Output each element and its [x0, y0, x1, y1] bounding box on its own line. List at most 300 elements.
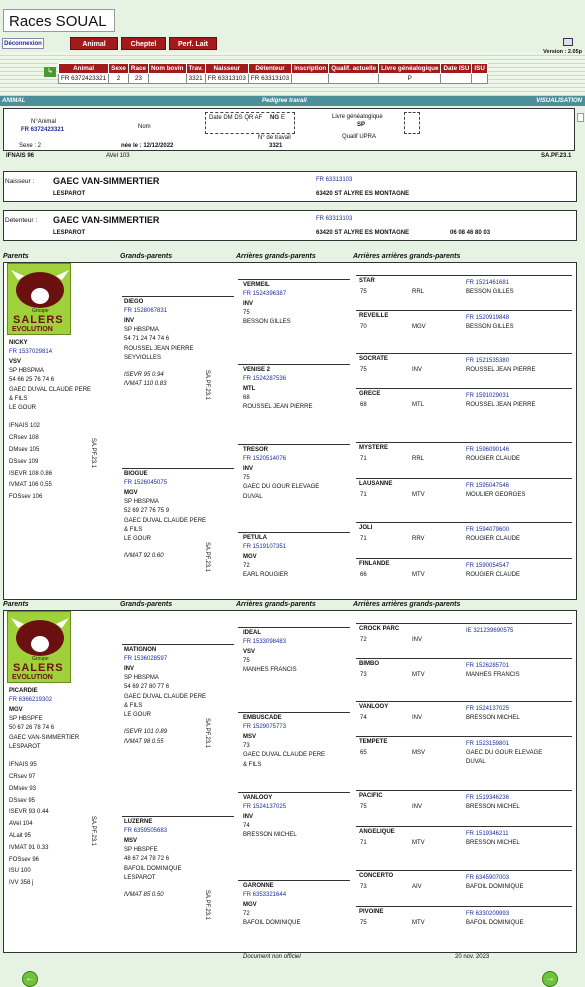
grandparent-card — [122, 468, 234, 469]
gggp-number: FR 6345907003 — [466, 875, 510, 881]
summary-cell: P — [379, 74, 441, 84]
grandparent-l2: 54 69 27 80 77 6 — [124, 684, 170, 691]
ggp-own2: DUVAL — [243, 493, 263, 500]
ggp-race: MGV — [243, 901, 257, 908]
gggp-code: MGV — [412, 324, 426, 330]
gggp-owner: BESSON GILLES — [466, 324, 514, 330]
gggp-name: STAR — [359, 278, 375, 284]
detenteur-addr: 63420 ST ALYRE ES MONTAGNE — [316, 230, 410, 236]
parent-name: PICARDIE — [9, 688, 38, 694]
detenteur-sub: LESPAROT — [53, 230, 86, 236]
gggp-number: FR 1519346236 — [466, 795, 510, 801]
gggp-value: 74 — [360, 715, 367, 721]
gggp-code: MTV — [412, 840, 425, 846]
gggp-number: FR 1521535380 — [466, 358, 510, 364]
tab-animal[interactable]: Animal — [70, 37, 118, 50]
spf-label: SA.PF.23.1 — [541, 153, 572, 159]
gggp-number: FR 1520919848 — [466, 315, 510, 321]
gggp-card — [356, 826, 572, 827]
gggp-card — [356, 790, 572, 791]
index-value: CRsev 108 — [9, 435, 39, 442]
gggp-value: 71 — [360, 456, 367, 462]
gggp-card — [356, 658, 572, 659]
column-header: Livre généalogique — [379, 64, 441, 74]
ggp-own: GAEC DU GOUR ELEVAGE — [243, 484, 320, 491]
cow-head-icon — [8, 264, 72, 310]
gggp-value: 75 — [360, 804, 367, 810]
e-label: E — [281, 115, 286, 121]
gggp-name: ANGELIQUE — [359, 829, 395, 835]
numero-label: N°Animal — [31, 119, 57, 125]
bar-animal: ANIMAL — [2, 98, 26, 104]
gggp-name: PIVOINE — [359, 909, 384, 915]
scroll-icon[interactable] — [577, 113, 584, 122]
gggp-value: 75 — [360, 289, 367, 295]
parent-l2: 50 67 26 78 74 6 — [9, 725, 55, 732]
column-header: ISU — [472, 64, 488, 74]
ggp-num: FR 1524287536 — [243, 376, 287, 383]
gggp-owner: GAEC DU GOUR ELEVAGE — [466, 750, 543, 756]
gggp-card — [356, 522, 572, 523]
index-value: DSsev 95 — [9, 797, 36, 804]
ggp-card — [238, 279, 350, 280]
index-value: CRsev 97 — [9, 773, 36, 780]
ggp-card — [238, 712, 350, 713]
col-parents: Parents — [3, 253, 29, 260]
gggp-owner: ROUSSEL JEAN PIERRE — [466, 402, 536, 408]
gggp-number: FR 1524137025 — [466, 706, 510, 712]
page-title: Races SOUAL — [3, 9, 115, 32]
ggp-name: GARONNE — [243, 883, 274, 889]
gggp-number: FR 1526285701 — [466, 663, 510, 669]
animal-number: FR 6372423321 — [21, 127, 65, 133]
gggp-code: MTL — [412, 402, 424, 408]
grandparent-race: MGV — [124, 489, 138, 496]
gggp-card — [356, 275, 572, 276]
gggp-name: TEMPETE — [359, 739, 388, 745]
gggp-value: 65 — [360, 750, 367, 756]
gggp-value: 71 — [360, 536, 367, 542]
parent-l3: GAEC VAN-SIMMERTIER — [9, 734, 80, 741]
gggp-number: FR 1594079600 — [466, 527, 510, 533]
ggp-own: BAFOIL DOMINIQUE — [243, 920, 301, 927]
gggp-code: INV — [412, 637, 423, 643]
ggp-card — [238, 880, 350, 881]
ggp-race: MSV — [243, 733, 257, 740]
gggp-value: 71 — [360, 840, 367, 846]
grandparent-num: FR 1528067831 — [124, 308, 168, 315]
ggp-name: IDEAL — [243, 630, 261, 636]
ggp-name: TRESOR — [243, 447, 269, 453]
ggp-num: FR 1524137025 — [243, 804, 287, 811]
column-header: Animal — [59, 64, 109, 74]
ggp-num: FR 1520514076 — [243, 456, 287, 463]
col-parents: Parents — [3, 601, 29, 608]
grandparent-l3: BAFOIL DOMINIQUE — [124, 865, 182, 872]
gggp-owner: MANHES FRANCIS — [466, 672, 520, 678]
ggp-own2: & FILS — [243, 761, 262, 768]
gggp-owner: BAFOIL DOMINIQUE — [466, 920, 524, 926]
column-header: Détenteur — [248, 64, 291, 74]
spf-vertical: SA.PF.23.1 — [90, 816, 96, 847]
ifnais-label: IFNAIS 96 — [6, 153, 35, 159]
gggp-card — [356, 906, 572, 907]
grandparent-l3: ROUSSEL JEAN PIERRE — [124, 345, 194, 352]
ggp-card — [238, 627, 350, 628]
grandparent-l3: GAEC DUVAL CLAUDE PERE — [124, 693, 207, 700]
index-value: DMsev 93 — [9, 785, 37, 792]
gggp-code: RRL — [412, 289, 425, 295]
pedigree-block — [3, 610, 577, 953]
grandparent-l2: 48 67 24 78 72 6 — [124, 856, 170, 863]
detenteur-label: Détenteur : — [5, 217, 38, 224]
ggp-card — [238, 532, 350, 533]
gggp-code: MSV — [412, 750, 426, 756]
grandparent-name: BIOGUE — [124, 471, 148, 477]
gggp-owner: BESSON GILLES — [466, 289, 514, 295]
ggp-card — [238, 792, 350, 793]
gggp-name: CONCERTO — [359, 873, 394, 879]
logo-evolution: EVOLUTION — [12, 674, 53, 681]
column-header: Trav. — [186, 64, 205, 74]
breed-logo — [7, 611, 71, 683]
ggp-own: BRESSON MICHEL — [243, 832, 297, 839]
ggp-own: BESSON GILLES — [243, 319, 291, 326]
grandparent-num: FR 1536028597 — [124, 656, 168, 663]
gggp-code: RRL — [412, 456, 425, 462]
ggp-race: INV — [243, 813, 254, 820]
summary-cell: 2 — [109, 74, 129, 84]
travail-number: 3321 — [269, 143, 283, 149]
spf-vertical: SA.PF.23.1 — [90, 438, 96, 469]
logo-groupe: Groupe — [32, 656, 49, 662]
naisseur-addr: 63420 ST ALYRE ES MONTAGNE — [316, 191, 410, 197]
ggp-v: 75 — [243, 657, 250, 664]
gggp-code: INV — [412, 367, 423, 373]
summary-table — [58, 63, 488, 84]
sexe-label: Sexe : 2 — [19, 143, 42, 149]
grandparent-race: INV — [124, 665, 135, 672]
ggp-v: 75 — [243, 474, 250, 481]
index-value: IVV 358 j — [9, 880, 34, 887]
spf-vertical: SA.PF.23.1 — [204, 890, 210, 921]
next-arrow-icon[interactable]: → — [542, 971, 558, 987]
index-value: IFNAIS 102 — [9, 423, 41, 430]
grandparent-race: MSV — [124, 837, 138, 844]
ggp-own: GAEC DUVAL CLAUDE PERE — [243, 752, 326, 759]
naisseur-sub: LESPAROT — [53, 191, 86, 197]
parent-l5: LE GOUR — [9, 405, 37, 412]
ggp-race: INV — [243, 465, 254, 472]
ggp-card — [238, 364, 350, 365]
gggp-card — [356, 701, 572, 702]
ggp-num: FR 6353321644 — [243, 892, 287, 899]
grandparent-card — [122, 296, 234, 297]
grandparent-name: LUZERNE — [124, 819, 153, 825]
index-value: IFNAIS 95 — [9, 762, 37, 769]
gggp-owner: BRESSON MICHEL — [466, 804, 520, 810]
parent-l4: LESPAROT — [9, 743, 41, 750]
version-label: Version : 2.05p — [543, 49, 582, 55]
naisseur-box — [3, 171, 577, 202]
grandparent-name: MATIGNON — [124, 647, 157, 653]
parent-race: MGV — [9, 706, 23, 713]
index-value: AVel 104 — [9, 821, 33, 828]
gggp-name: REVEILLE — [359, 313, 389, 319]
gggp-code: MTV — [412, 920, 425, 926]
gggp-number: FR 1596090146 — [466, 447, 510, 453]
gggp-name: GRECE — [359, 391, 381, 397]
spf-vertical: SA.PF.23.1 — [204, 370, 210, 401]
gggp-number: FR 6330209993 — [466, 911, 510, 917]
grandparent-index: ISEVR 95 0.94 — [124, 372, 164, 379]
gggp-owner: ROUGIER CLAUDE — [466, 572, 521, 578]
spf-vertical: SA.PF.23.1 — [204, 542, 210, 573]
grandparent-l2: 52 69 27 76 75 9 — [124, 508, 170, 515]
index-value: FOSsev 96 — [9, 856, 40, 863]
parent-l2: 54 66 25 76 74 6 — [9, 377, 55, 384]
parent-name: NICKY — [9, 340, 28, 346]
grandparent-card — [122, 816, 234, 817]
grandparent-l1: SP HBSPFE — [124, 846, 158, 853]
ggp-own: MANHES FRANCIS — [243, 667, 297, 674]
grandparent-l2: 54 71 24 74 74 6 — [124, 336, 170, 343]
grandparent-l4: LESPAROT — [124, 874, 156, 881]
gggp-card — [356, 478, 572, 479]
grandparent-index: IVMAT 98 0.55 — [124, 738, 164, 745]
gggp-value: 70 — [360, 324, 367, 330]
gggp-number: FR 1595047546 — [466, 483, 510, 489]
gggp-number: FR 1591029031 — [466, 393, 510, 399]
date-box — [205, 112, 295, 134]
logo-salers: SALERS — [13, 662, 64, 674]
gggp-name: FINLANDE — [359, 561, 390, 567]
gggp-card — [356, 870, 572, 871]
column-header: Race — [128, 64, 148, 74]
ggp-num: FR 1533098483 — [243, 639, 287, 646]
gggp-name: VANLOOY — [359, 704, 389, 710]
ggp-num: FR 1519107351 — [243, 544, 287, 551]
avel-label: AVel 103 — [106, 153, 130, 159]
summary-cell — [472, 74, 488, 84]
detenteur-name: GAEC VAN-SIMMERTIER — [53, 215, 160, 225]
tab-cheptel[interactable]: Cheptel — [121, 37, 166, 50]
breed-logo — [7, 263, 71, 335]
gggp-code: MTV — [412, 572, 425, 578]
gggp-name: LAUSANNE — [359, 481, 393, 487]
grandparent-l1: SP HBSPMA — [124, 498, 159, 505]
index-value: ISU 100 — [9, 868, 31, 875]
grandparent-card — [122, 644, 234, 645]
summary-cell: 23 — [128, 74, 148, 84]
ggp-v: 74 — [243, 822, 250, 829]
birthdate-label: née le : 12/12/2022 — [121, 143, 174, 149]
parent-race: VSV — [9, 358, 22, 365]
parent-l1: SP HBSPFE — [9, 715, 43, 722]
ggp-own: ROUSSEL JEAN PIERRE — [243, 404, 313, 411]
summary-cell: FR 63313103 — [205, 74, 248, 84]
gggp-owner: BAFOIL DOMINIQUE — [466, 884, 524, 890]
logo-evolution: EVOLUTION — [12, 326, 53, 333]
parent-num: FR 1537029814 — [9, 349, 53, 356]
detenteur-phone: 06 08 46 80 03 — [450, 230, 491, 236]
gggp-value: 73 — [360, 884, 367, 890]
summary-cell: FR 63313103 — [248, 74, 291, 84]
gggp-name: MYSTERE — [359, 445, 389, 451]
gggp-owner: ROUGIER CLAUDE — [466, 456, 521, 462]
summary-cell — [292, 74, 329, 84]
grandparent-index: IVMAT 92 0.60 — [124, 553, 164, 560]
gggp-owner: BRESSON MICHEL — [466, 840, 520, 846]
parent-l1: SP HBSPMA — [9, 367, 44, 374]
index-value: ISEVR 108 0.86 — [9, 470, 53, 477]
index-value: DMsev 105 — [9, 447, 40, 453]
grandparent-l1: SP HBSPMA — [124, 326, 159, 333]
gggp-number: FR 1519346211 — [466, 831, 509, 837]
tab-perf-lait[interactable]: Perf. Lait — [169, 37, 217, 50]
gggp-code: MTV — [412, 492, 425, 498]
grandparent-l5: LE GOUR — [124, 712, 152, 719]
detenteur-code: FR 63313103 — [316, 216, 353, 222]
gggp-value: 66 — [360, 572, 367, 578]
gggp-code: MTV — [412, 672, 425, 678]
grandparent-l4: & FILS — [124, 702, 143, 709]
gggp-card — [356, 442, 572, 443]
gggp-value: 73 — [360, 672, 367, 678]
grandparent-num: FR 6359505683 — [124, 828, 168, 835]
gggp-owner2: DUVAL — [466, 759, 486, 765]
animal-box — [3, 108, 575, 151]
ng-label: NG — [270, 115, 279, 121]
ggp-v: 72 — [243, 562, 250, 569]
col-great-grandparents: Arrières grands-parents — [236, 253, 316, 260]
gggp-name: JOLI — [359, 525, 373, 531]
ggp-name: VENISE 2 — [243, 367, 271, 373]
ggp-race: INV — [243, 300, 254, 307]
gggp-value: 75 — [360, 920, 367, 926]
livre-value: SP — [357, 122, 366, 128]
gggp-code: RRV — [412, 536, 425, 542]
index-value: IVMAT 106 0.55 — [9, 482, 52, 489]
gggp-name: SOCRATE — [359, 356, 388, 362]
ggp-race: VSV — [243, 648, 256, 655]
col-great-grandparents: Arrières grands-parents — [236, 601, 316, 608]
index-value: ALait 95 — [9, 832, 32, 839]
grandparent-num: FR 1526045075 — [124, 480, 168, 487]
gggp-number: FR 1521461681 — [466, 280, 510, 286]
bar-pedigree: Pedigree travail — [262, 98, 307, 104]
gggp-name: PACIFIC — [359, 793, 383, 799]
section-bar — [0, 96, 585, 106]
ggp-race: MGV — [243, 553, 257, 560]
gggp-value: 71 — [360, 492, 367, 498]
parent-num: FR 6366219302 — [9, 697, 53, 704]
gggp-name: BIMBO — [359, 661, 379, 667]
cow-head-icon — [8, 612, 72, 658]
ggp-own: EARL ROUGIER — [243, 572, 289, 579]
gggp-card — [356, 736, 572, 737]
grandparent-l4: SEYVIOLLES — [124, 354, 162, 361]
gggp-owner: BRESSON MICHEL — [466, 715, 520, 721]
qualif-box — [404, 112, 420, 134]
gggp-code: INV — [412, 715, 423, 721]
gggp-owner: ROUGIER CLAUDE — [466, 536, 521, 542]
logo-salers: SALERS — [13, 314, 64, 326]
grandparent-index: ISEVR 101 0.89 — [124, 729, 168, 736]
ggp-v: 68 — [243, 394, 250, 401]
ggp-name: EMBUSCADE — [243, 715, 282, 721]
parent-l3: GAEC DUVAL CLAUDE PERE — [9, 386, 92, 393]
column-header: Qualif. actuelle — [329, 64, 379, 74]
naisseur-label: Naisseur : — [5, 178, 35, 185]
summary-cell — [329, 74, 379, 84]
column-header: Naisseur — [205, 64, 248, 74]
grandparent-index: IVMAT 110 0.83 — [124, 381, 167, 388]
naisseur-code: FR 63313103 — [316, 177, 353, 183]
nom-label: Nom — [138, 124, 151, 130]
grandparent-l3: GAEC DUVAL CLAUDE PERE — [124, 517, 207, 524]
livre-label: Livre généalogique — [332, 114, 383, 120]
ggp-v: 73 — [243, 742, 250, 749]
grandparent-index: IVMAT 85 0.50 — [124, 892, 164, 899]
grandparent-l4: & FILS — [124, 526, 143, 533]
add-icon[interactable]: ↳ — [44, 67, 56, 77]
gggp-number: IE 321239690575 — [466, 628, 514, 634]
spf-vertical: SA.PF.23.1 — [204, 718, 210, 749]
gggp-owner: MOULIER GEORGES — [466, 492, 526, 498]
print-icon[interactable] — [563, 38, 573, 46]
prev-arrow-icon[interactable]: ← — [22, 971, 38, 987]
ggp-num: FR 1524396387 — [243, 291, 287, 298]
summary-cell: FR 6372423321 — [59, 74, 109, 84]
pedigree-block — [3, 262, 577, 600]
travail-label: N° de travail — [258, 135, 291, 141]
col-grandparents: Grands-parents — [120, 601, 173, 608]
ggp-race: MTL — [243, 385, 256, 392]
gggp-value: 68 — [360, 402, 367, 408]
ggp-name: VANLOOY — [243, 795, 273, 801]
gggp-number: FR 1590054547 — [466, 563, 510, 569]
gggp-name: CROCK PARC — [359, 626, 400, 632]
ggp-card — [238, 444, 350, 445]
bar-visualisation: VISUALISATION — [536, 98, 582, 104]
grandparent-race: INV — [124, 317, 135, 324]
qualif-label: Qualif UPRA — [342, 134, 377, 140]
ggp-v: 75 — [243, 309, 250, 316]
col-great-great-grandparents: Arrières arrières grands-parents — [353, 601, 461, 608]
summary-cell: 3321 — [186, 74, 205, 84]
logo-groupe: Groupe — [32, 308, 49, 314]
grandparent-l1: SP HBSPMA — [124, 674, 159, 681]
index-value: IVMAT 91 0.33 — [9, 844, 49, 851]
column-header: Inscription — [292, 64, 329, 74]
gggp-owner: ROUSSEL JEAN PIERRE — [466, 367, 536, 373]
date-label: Date DM DS QR AF — [209, 115, 263, 121]
summary-cell — [441, 74, 472, 84]
footer-date: 20 nov. 2023 — [455, 954, 490, 960]
index-value: FOSsev 106 — [9, 494, 43, 501]
ggp-name: PETULA — [243, 535, 267, 541]
gggp-card — [356, 353, 572, 354]
disconnect-button[interactable]: Déconnexion — [2, 38, 44, 49]
gggp-card — [356, 623, 572, 624]
grandparent-name: DIEGO — [124, 299, 144, 305]
gggp-value: 72 — [360, 637, 367, 643]
ggp-v: 72 — [243, 910, 250, 917]
index-value: ISEVR 93 0.44 — [9, 809, 49, 816]
ggp-num: FR 1529075773 — [243, 724, 287, 731]
gggp-code: AIV — [412, 884, 422, 890]
